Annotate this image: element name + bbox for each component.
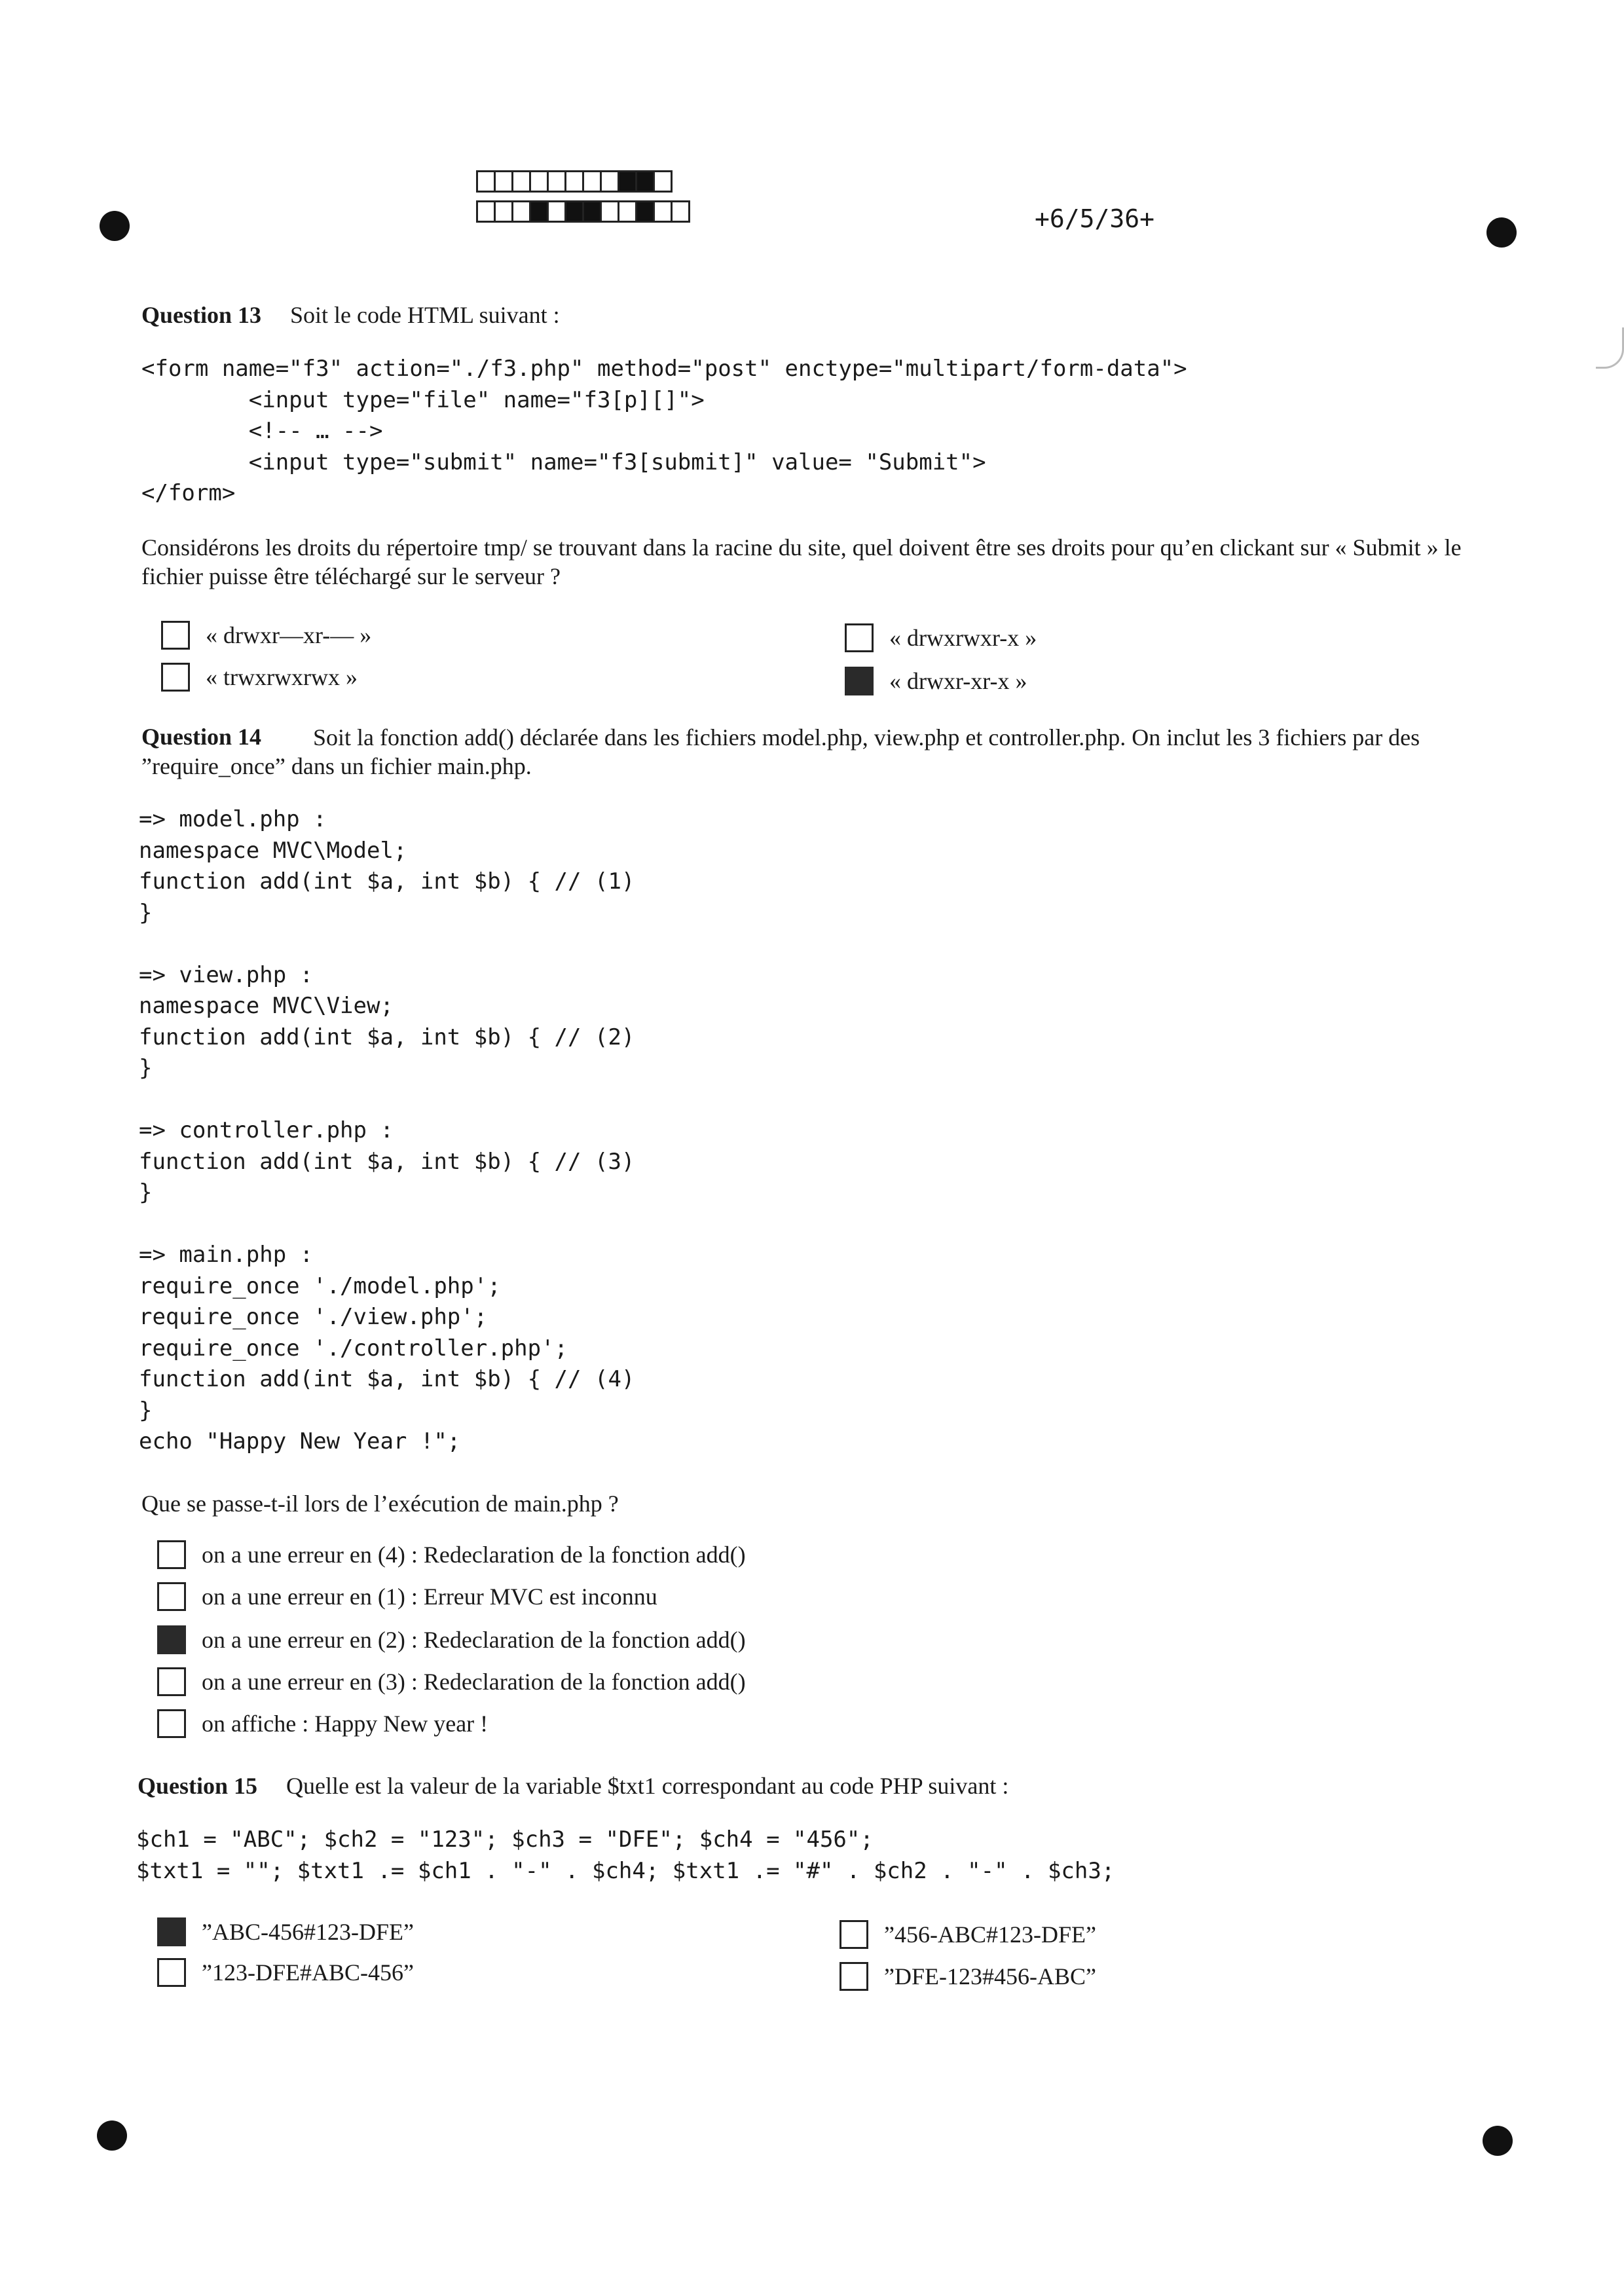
page-id: +6/5/36+ [1035, 204, 1155, 233]
id-grid-cell-filled [635, 200, 655, 223]
question-15-code: $ch1 = "ABC"; $ch2 = "123"; $ch3 = "DFE"; $ch4 = "456"; $txt1 = ""; $txt1 .= $ch1 . "-" . $ch4; $txt1 .= "#" . $ch2 . "-" . $ch3; [136, 1826, 1115, 1884]
question-15-option-a[interactable] [157, 1917, 414, 1946]
id-grid-cell-filled [529, 200, 549, 223]
option-label: on a une erreur en (4) : Redeclaration de la fonction add() [202, 1542, 746, 1568]
question-14-option-d[interactable] [157, 1667, 746, 1696]
question-13-option-d[interactable] [845, 667, 1027, 695]
id-grid-cell [547, 200, 566, 223]
question-13-option-b[interactable] [845, 623, 1037, 652]
id-grid-cell [582, 170, 602, 193]
option-label: « drwxr—xr-— » [206, 622, 372, 648]
question-14-option-a[interactable] [157, 1540, 746, 1569]
option-label: « drwxrwxr-x » [889, 625, 1037, 651]
question-14-option-b[interactable] [157, 1582, 657, 1611]
id-grid-cell [547, 170, 566, 193]
question-14-text: Que se passe-t-il lors de l’exécution de main.php ? [141, 1491, 619, 1517]
question-13-option-a[interactable] [161, 621, 371, 650]
question-13-prompt: Soit le code HTML suivant : [290, 302, 560, 328]
checkbox[interactable] [157, 1582, 186, 1611]
checkbox[interactable] [157, 1540, 186, 1569]
question-14-code: => model.php : namespace MVC\Model; function add(int $a, int $b) { // (1) } => view.php : namespace MVC\View; function add(int $a, int $b) { // (2) } => controller.php : function add(int $a, int $b) { // (3) } => main.php : require_once './model.php'; require_once './view.php'; require_once './controller.php'; function add(int $a, int $b) { // (4) } echo "Happy New Year !"; [139, 806, 635, 1454]
checkbox-checked[interactable] [157, 1917, 186, 1946]
id-grid-cell [476, 170, 496, 193]
id-grid-cell [671, 200, 690, 223]
question-15-header [138, 1772, 1008, 1800]
question-13-code: <form name="f3" action="./f3.php" method="post" enctype="multipart/form-data"> <input type="file" name="f3[p][]"> <!-- … --> <input type="submit" name="f3[submit]" value= "Submit"> </form> [141, 356, 1187, 506]
question-14-option-c[interactable] [157, 1625, 746, 1654]
checkbox[interactable] [840, 1920, 868, 1949]
question-14-option-e[interactable] [157, 1709, 488, 1738]
id-grid-cell-filled [635, 170, 655, 193]
option-label: ”DFE-123#456-ABC” [884, 1963, 1096, 1990]
question-13-label: Question 13 [141, 302, 262, 328]
checkbox-checked[interactable] [845, 667, 874, 695]
option-label: on a une erreur en (3) : Redeclaration de la fonction add() [202, 1669, 746, 1695]
id-grid-cell [600, 200, 619, 223]
id-grid-row-2 [478, 200, 690, 223]
checkbox[interactable] [157, 1667, 186, 1696]
checkbox-checked[interactable] [157, 1625, 186, 1654]
option-label: ”ABC-456#123-DFE” [202, 1919, 414, 1945]
option-label: ”123-DFE#ABC-456” [202, 1959, 414, 1986]
id-grid-cell [529, 170, 549, 193]
checkbox[interactable] [157, 1958, 186, 1987]
id-grid-cell-filled [564, 200, 584, 223]
question-13-header [141, 301, 560, 329]
question-13-text: Considérons les droits du répertoire tmp/ se trouvant dans la racine du site, quel doivent être ses droits pour qu’en clickant sur « Submit » le fichier puisse être téléchargé sur le serveur ? [141, 534, 1462, 589]
option-label: on a une erreur en (2) : Redeclaration de la fonction add() [202, 1627, 746, 1653]
registration-dot-bottom-left [97, 2120, 127, 2151]
option-label: « trwxrwxrwx » [206, 664, 358, 690]
id-grid-cell [653, 170, 673, 193]
id-grid-cell [600, 170, 619, 193]
checkbox[interactable] [161, 621, 190, 650]
option-label: on affiche : Happy New year ! [202, 1711, 489, 1737]
id-grid-row-1 [478, 170, 673, 193]
id-grid-cell [511, 170, 531, 193]
id-grid-cell [564, 170, 584, 193]
id-grid-cell [511, 200, 531, 223]
question-13-option-c[interactable] [161, 663, 358, 692]
checkbox[interactable] [840, 1962, 868, 1991]
id-grid-cell [618, 200, 637, 223]
option-label: « drwxr-xr-x » [889, 668, 1027, 694]
question-15-option-d[interactable] [840, 1962, 1096, 1991]
option-label: ”456-ABC#123-DFE” [884, 1921, 1096, 1948]
id-grid-cell [653, 200, 673, 223]
question-15-prompt: Quelle est la valeur de la variable $txt1 correspondant au code PHP suivant : [286, 1773, 1009, 1799]
id-grid-cell [476, 200, 496, 223]
margin-mark [1596, 327, 1624, 369]
id-grid-cell-filled [618, 170, 637, 193]
question-15-label: Question 15 [138, 1773, 258, 1799]
registration-dot-bottom-right [1483, 2126, 1513, 2156]
registration-dot-top-left [100, 211, 130, 241]
id-grid-cell-filled [582, 200, 602, 223]
checkbox[interactable] [157, 1709, 186, 1738]
id-grid-cell [494, 200, 513, 223]
question-14-label: Question 14 [141, 724, 262, 750]
question-15-option-b[interactable] [840, 1920, 1096, 1949]
question-15-option-c[interactable] [157, 1958, 414, 1987]
question-14-prompt: Soit la fonction add() déclarée dans les fichiers model.php, view.php et controller.php. On inclut les 3 fichiers par des ”require_once” dans un fichier main.php. [141, 724, 1420, 779]
option-label: on a une erreur en (1) : Erreur MVC est inconnu [202, 1583, 657, 1610]
checkbox[interactable] [161, 663, 190, 692]
checkbox[interactable] [845, 623, 874, 652]
id-grid-cell [494, 170, 513, 193]
registration-dot-top-right [1486, 217, 1517, 248]
